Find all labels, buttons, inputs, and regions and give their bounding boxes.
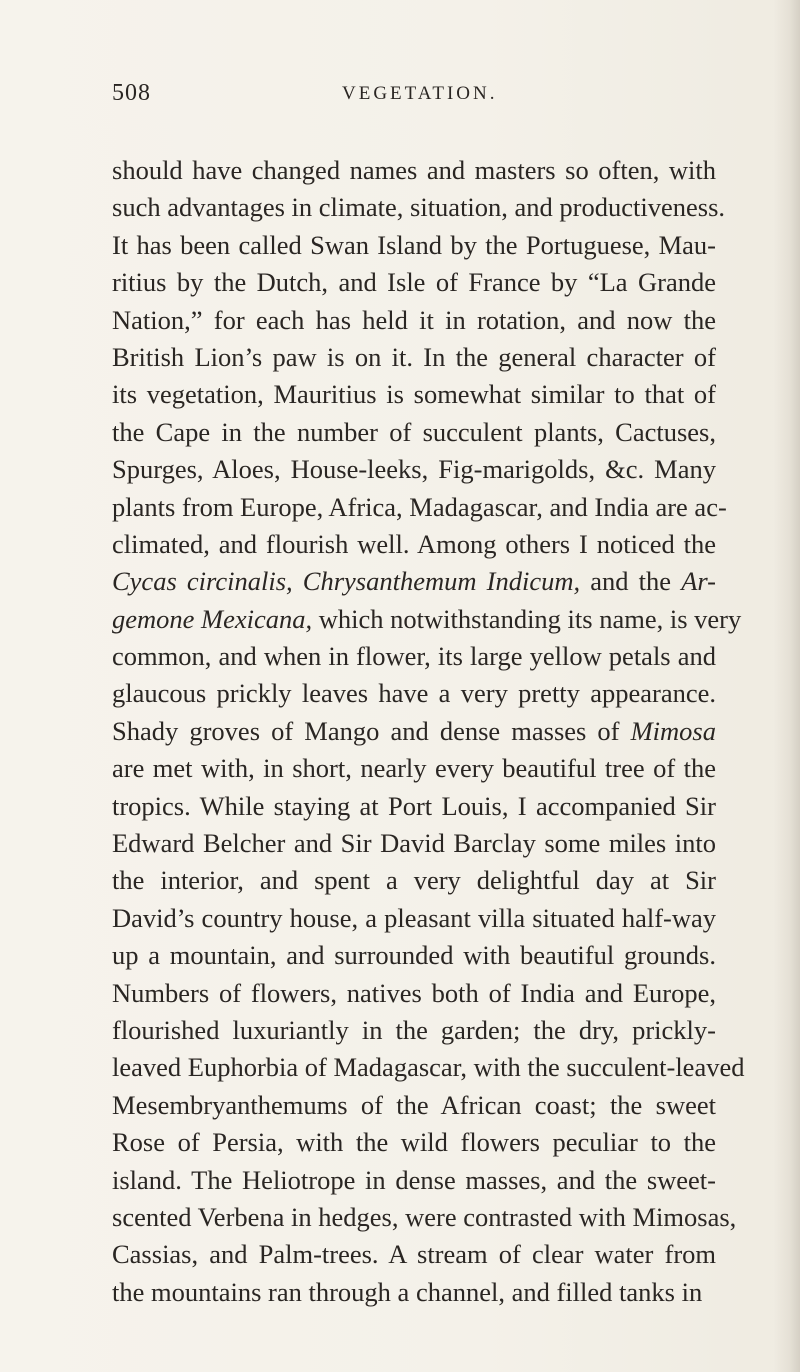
text-segment: climated, and flourish well. Among others I noticed the (112, 528, 716, 559)
text-segment: its vegetation, Mauritius is somewhat similar to that of (112, 379, 716, 410)
text-line (112, 189, 726, 226)
text-line (112, 937, 716, 974)
italic-text-segment: Ar- (681, 566, 716, 597)
page-edge-shadow (774, 0, 800, 1372)
text-line (112, 713, 716, 750)
text-segment: glaucous prickly leaves have a very pretty appearance. (112, 678, 716, 709)
text-line (112, 1274, 716, 1311)
text-segment: Shady groves of Mango and dense masses of (112, 715, 631, 746)
text-line (112, 451, 716, 488)
text-line (112, 825, 716, 862)
text-segment: Cassias, and Palm-trees. A stream of clear water from (112, 1239, 716, 1270)
page-number: 508 (112, 80, 151, 106)
text-segment: Nation,” for each has held it in rotation, and now the (112, 304, 716, 335)
body-text (112, 152, 745, 1311)
text-line (112, 152, 716, 189)
text-line (112, 675, 716, 712)
text-segment: David’s country house, a pleasant villa situated half-way (112, 902, 716, 933)
text-segment: such advantages in climate, situation, and productiveness. (112, 192, 726, 223)
text-line (112, 750, 716, 787)
text-segment: Mesembryanthemums of the African coast; the sweet (112, 1089, 716, 1120)
text-line (112, 638, 716, 675)
text-line (112, 414, 716, 451)
text-segment: Numbers of flowers, natives both of India and Europe, (112, 977, 716, 1008)
running-head: VEGETATION. (342, 83, 498, 104)
text-segment: scented Verbena in hedges, were contrasted with Mimosas, (112, 1201, 737, 1232)
italic-text-segment: Mimosa (630, 715, 716, 746)
text-line (112, 1236, 716, 1273)
text-line (112, 264, 716, 301)
text-segment: up a mountain, and surrounded with beautiful grounds. (112, 940, 716, 971)
text-line (112, 900, 716, 937)
text-segment: flourished luxuriantly in the garden; the dry, prickly- (112, 1014, 716, 1045)
text-line (112, 563, 716, 600)
text-segment: It has been called Swan Island by the Portuguese, Mau- (112, 229, 716, 260)
text-line (112, 601, 742, 638)
text-line (112, 1012, 716, 1049)
text-line (112, 227, 716, 264)
text-line (112, 1199, 737, 1236)
text-line (112, 975, 716, 1012)
text-segment: leaved Euphorbia of Madagascar, with the succulent-leaved (112, 1052, 745, 1083)
text-segment: common, and when in flower, its large yellow petals and (112, 641, 716, 672)
text-segment: the Cape in the number of succulent plants, Cactuses, (112, 416, 716, 447)
text-segment: Edward Belcher and Sir David Barclay some miles into (112, 828, 716, 859)
text-segment: island. The Heliotrope in dense masses, and the sweet- (112, 1164, 716, 1195)
text-line (112, 1124, 716, 1161)
text-segment: the mountains ran through a channel, and filled tanks in (112, 1276, 703, 1307)
text-segment: Rose of Persia, with the wild flowers peculiar to the (112, 1127, 716, 1158)
text-segment: Spurges, Aloes, House-leeks, Fig-marigolds, &c. Many (112, 454, 716, 485)
text-line (112, 302, 716, 339)
text-line (112, 1087, 716, 1124)
text-segment: should have changed names and masters so often, with (112, 155, 716, 185)
italic-text-segment: Cycas circinalis, Chrysanthemum Indicum, (112, 566, 581, 597)
text-segment: plants from Europe, Africa, Madagascar, and India are ac- (112, 491, 727, 522)
text-line (112, 489, 727, 526)
text-line (112, 788, 716, 825)
text-line (112, 1162, 716, 1199)
text-segment: and the (580, 566, 682, 597)
italic-text-segment: gemone Mexicana, (112, 603, 313, 634)
text-line (112, 1049, 745, 1086)
text-line (112, 526, 716, 563)
text-segment: British Lion’s paw is on it. In the general character of (112, 341, 716, 372)
text-segment: the interior, and spent a very delightful day at Sir (112, 865, 716, 896)
text-segment: which notwithstanding its name, is very (312, 603, 742, 634)
page-header (0, 80, 800, 120)
text-line (112, 862, 716, 899)
text-segment: ritius by the Dutch, and Isle of France by “La Grande (112, 267, 716, 298)
text-line (112, 376, 716, 413)
text-line (112, 339, 716, 376)
text-segment: tropics. While staying at Port Louis, I accompanied Sir (112, 790, 716, 821)
text-segment: are met with, in short, nearly every beautiful tree of the (112, 753, 716, 784)
